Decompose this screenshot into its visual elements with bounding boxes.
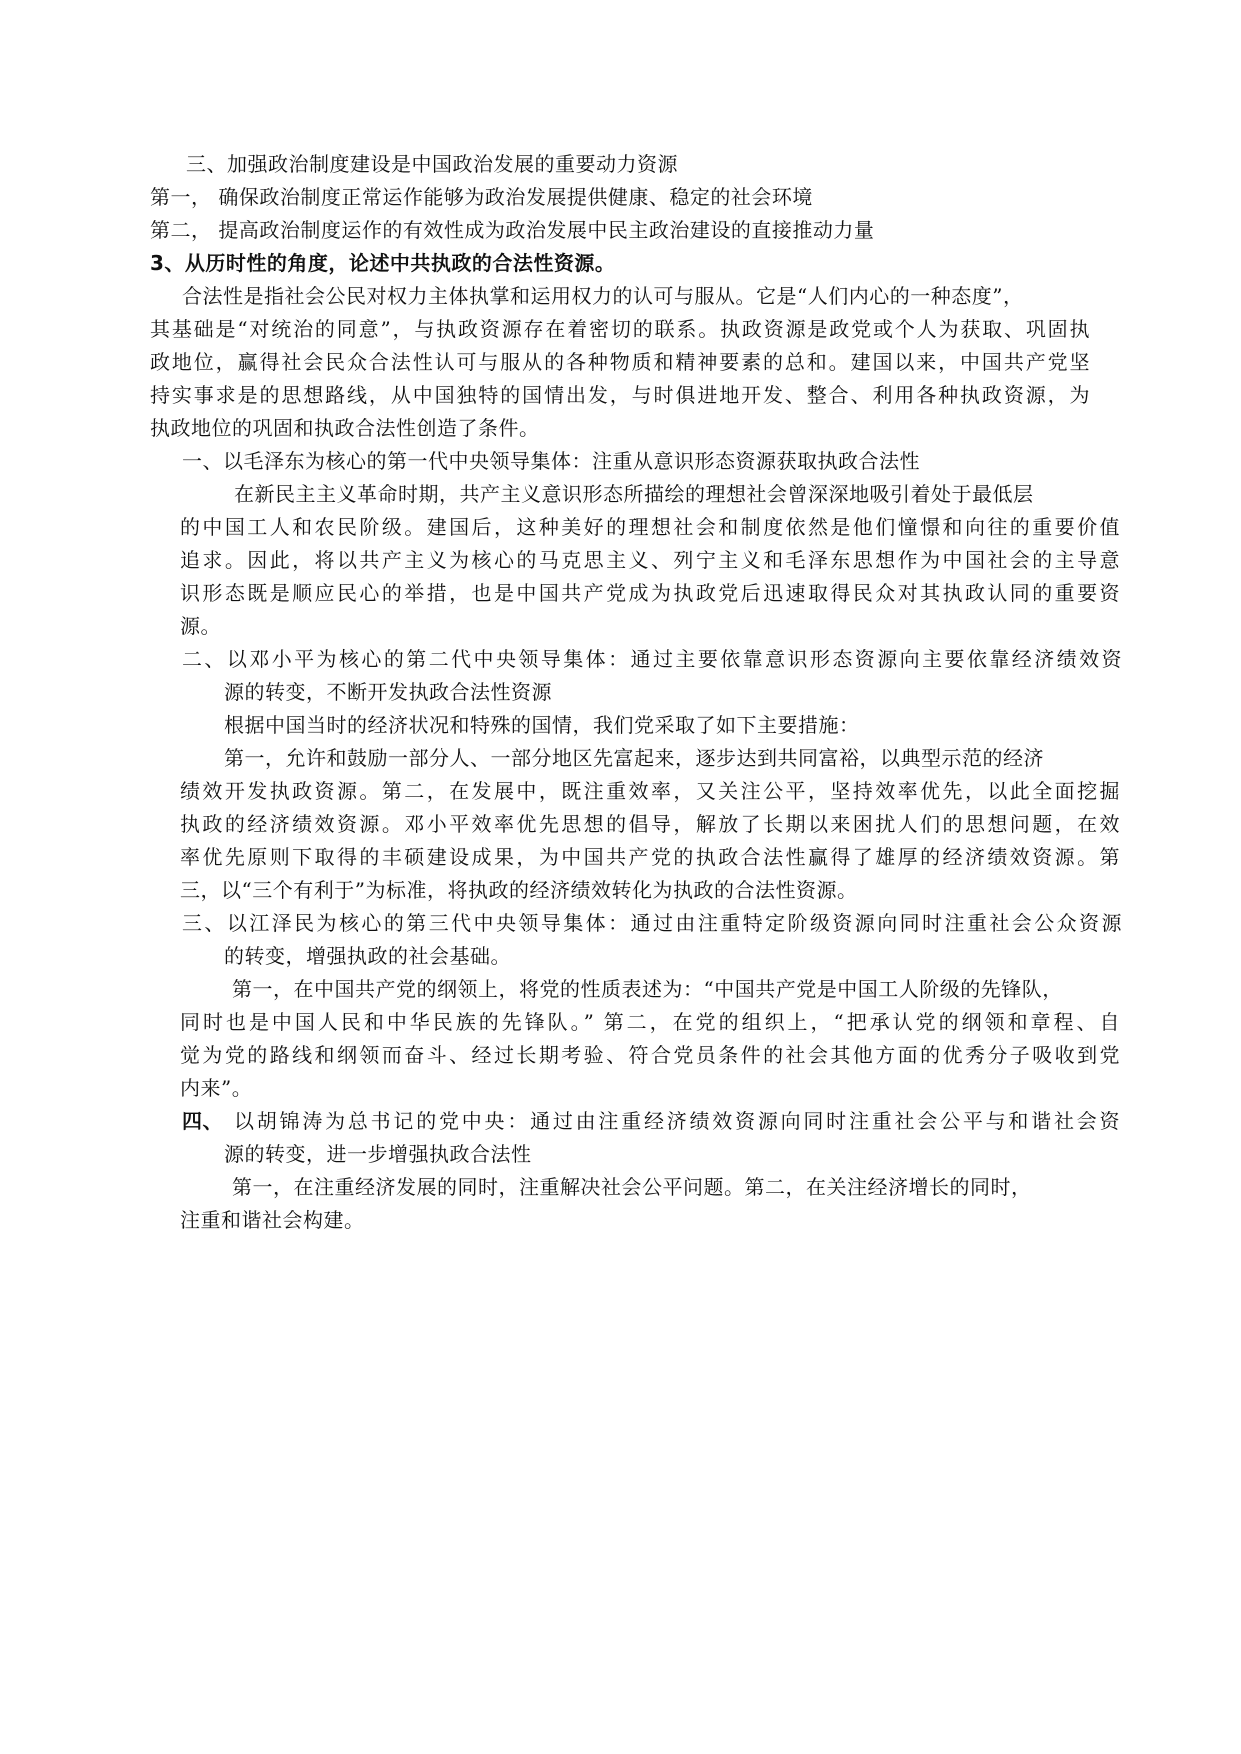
paragraph-line: 第一，在注重经济发展的同时，注重解决社会公平问题。第二，在关注经济增长的同时，	[232, 1175, 1032, 1199]
paragraph-line: 同时也是中国人民和中华民族的先锋队。” 第二，在党的组织上，“把承认党的纲领和章程、自	[180, 1010, 1120, 1034]
subheading-4-cont: 源的转变，进一步增强执政合法性	[224, 1142, 532, 1166]
paragraph-line: 三，以“三个有利于”为标准，将执政的经济绩效转化为执政的合法性资源。	[180, 878, 858, 902]
subheading-4: 以胡锦涛为总书记的党中央：通过由注重经济绩效资源向同时注重社会公平与和谐社会资	[234, 1109, 1120, 1133]
paragraph-line: 觉为党的路线和纲领而奋斗、经过长期考验、符合党员条件的社会其他方面的优秀分子吸收到党	[180, 1043, 1120, 1067]
paragraph-line: 持实事求是的思想路线，从中国独特的国情出发，与时俱进地开发、整合、利用各种执政资源，为	[150, 383, 1090, 407]
paragraph-line: 率优先原则下取得的丰硕建设成果，为中国共产党的执政合法性赢得了雄厚的经济绩效资源。第	[180, 845, 1120, 869]
paragraph-line: 政地位，赢得社会民众合法性认可与服从的各种物质和精神要素的总和。建国以来，中国共产党坚	[150, 350, 1090, 374]
subheading-3: 三、以江泽民为核心的第三代中央领导集体：通过由注重特定阶级资源向同时注重社会公众资源	[182, 911, 1122, 935]
paragraph-line: 识形态既是顺应民心的举措，也是中国共产党成为执政党后迅速取得民众对其执政认同的重要资	[180, 581, 1120, 605]
paragraph-line: 内来”。	[180, 1076, 253, 1100]
paragraph-line: 绩效开发执政资源。第二，在发展中，既注重效率，又关注公平，坚持效率优先，以此全面挖掘	[180, 779, 1120, 803]
paragraph-line: 追求。因此，将以共产主义为核心的马克思主义、列宁主义和毛泽东思想作为中国社会的主导意	[180, 548, 1120, 572]
subheading-1: 一、以毛泽东为核心的第一代中央领导集体：注重从意识形态资源获取执政合法性	[182, 449, 920, 473]
subheading-3-cont: 的转变，增强执政的社会基础。	[224, 944, 511, 968]
paragraph-line: 第一，允许和鼓励一部分人、一部分地区先富起来，逐步达到共同富裕，以典型示范的经济	[224, 746, 1044, 770]
list-item-1: 第一， 确保政治制度正常运作能够为政治发展提供健康、稳定的社会环境	[150, 185, 813, 209]
paragraph-line: 注重和谐社会构建。	[180, 1208, 365, 1232]
subheading-2-cont: 源的转变，不断开发执政合法性资源	[224, 680, 552, 704]
paragraph-line: 根据中国当时的经济状况和特殊的国情，我们党采取了如下主要措施：	[224, 713, 860, 737]
list-item-2: 第二， 提高政治制度运作的有效性成为政治发展中民主政治建设的直接推动力量	[150, 218, 875, 242]
section-heading-3: 三、加强政治制度建设是中国政治发展的重要动力资源	[186, 152, 678, 176]
paragraph-line: 的中国工人和农民阶级。建国后，这种美好的理想社会和制度依然是他们憧憬和向往的重要价值	[180, 515, 1120, 539]
subheading-4-number: 四、	[182, 1109, 223, 1133]
paragraph-line: 第一，在中国共产党的纲领上，将党的性质表述为：“中国共产党是中国工人阶级的先锋队，	[232, 977, 1063, 1001]
paragraph-line: 执政地位的巩固和执政合法性创造了条件。	[150, 416, 540, 440]
subheading-2: 二、以邓小平为核心的第二代中央领导集体：通过主要依靠意识形态资源向主要依靠经济绩效资	[182, 647, 1122, 671]
paragraph-line: 其基础是“对统治的同意”，与执政资源存在着密切的联系。执政资源是政党或个人为获取、巩固执	[150, 317, 1090, 341]
paragraph-line: 合法性是指社会公民对权力主体执掌和运用权力的认可与服从。它是“人们内心的一种态度”，	[182, 284, 1024, 308]
paragraph-line: 在新民主主义革命时期，共产主义意识形态所描绘的理想社会曾深深地吸引着处于最低层	[234, 482, 1034, 506]
paragraph-line: 执政的经济绩效资源。邓小平效率优先思想的倡导，解放了长期以来困扰人们的思想问题，在效	[180, 812, 1120, 836]
question-heading: 3、从历时性的角度，论述中共执政的合法性资源。	[150, 251, 616, 275]
paragraph-line: 源。	[180, 614, 221, 638]
